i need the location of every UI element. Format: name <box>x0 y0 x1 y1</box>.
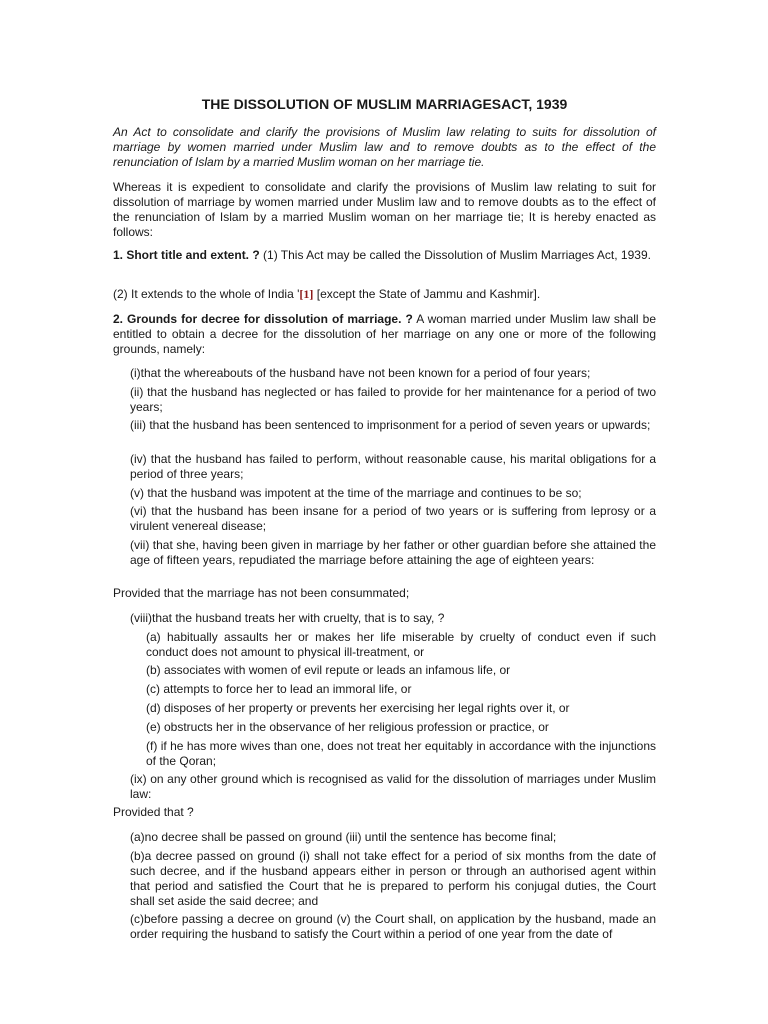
sub-2-text-end: [except the State of Jammu and Kashmir]. <box>313 287 541 301</box>
section-2 <box>113 312 656 357</box>
cruelty-f: (f) if he has more wives than one, does not treat her equitably in accordance with the injunctions of the Qoran; <box>146 739 656 768</box>
ground-i: (i)that the whereabouts of the husband have not been known for a period of four years; <box>130 366 591 380</box>
ground-viii: (viii)that the husband treats her with cruelty, that is to say, ? <box>130 611 445 625</box>
section-2-text: A woman married under Muslim law shall be entitled to obtain a decree for the dissolution of her marriage on any one or more of the following grounds, namely: <box>113 312 657 356</box>
proviso-c: (c)before passing a decree on ground (v) the Court shall, on application by the husband, made an order requiring the husband to satisfy the Court within a period of one year from the date of <box>130 912 656 941</box>
sub-2-text: (2) It extends to the whole of India ' <box>113 287 300 301</box>
section-1-heading: 1. Short title and extent. ? <box>113 248 260 262</box>
proviso-a: (a)no decree shall be passed on ground (iii) until the sentence has become final; <box>130 830 557 844</box>
ground-iv: (iv) that the husband has failed to perform, without reasonable cause, his marital obligations for a period of three years; <box>130 452 656 481</box>
ground-vii: (vii) that she, having been given in marriage by her father or other guardian before she attained the age of fifteen years, repudiated the marriage before attaining the age of eighteen years: <box>130 538 656 567</box>
proviso-b: (b)a decree passed on ground (i) shall not take effect for a period of six months from the date of such decree, and if the husband appears either in person or through an authorised agent within that period and satisfied the Court that he is prepared to perform his conjugal duties, the Court shall set aside the said decree; and <box>130 849 656 908</box>
cruelty-b: (b) associates with women of evil repute or leads an infamous life, or <box>146 663 511 677</box>
long-title: An Act to consolidate and clarify the provisions of Muslim law relating to suits for dissolution of marriage by women married under Muslim law and to remove doubts as to the effect of the renunciation of Islam by a married Muslim woman on her marriage tie. <box>113 125 656 169</box>
ground-iii: (iii) that the husband has been sentenced to imprisonment for a period of seven years or upwards; <box>130 418 651 432</box>
act-title: THE DISSOLUTION OF MUSLIM MARRIAGESACT, 1939 <box>201 96 568 112</box>
section-1 <box>113 248 656 263</box>
ground-vi: (vi) that the husband has been insane for a period of two years or is suffering from leprosy or a virulent venereal disease; <box>130 504 656 533</box>
ground-ii: (ii) that the husband has neglected or has failed to provide for her maintenance for a period of two years; <box>130 385 656 414</box>
ground-v: (v) that the husband was impotent at the time of the marriage and continues to be so; <box>130 486 582 500</box>
section-2-heading: 2. Grounds for decree for dissolution of marriage. ? <box>113 312 413 326</box>
section-1-sub-2 <box>113 287 656 302</box>
cruelty-d: (d) disposes of her property or prevents her exercising her legal rights over it, or <box>146 701 570 715</box>
proviso-2: Provided that ? <box>113 805 194 819</box>
cruelty-c: (c) attempts to force her to lead an immoral life, or <box>146 682 412 696</box>
cruelty-a: (a) habitually assaults her or makes her life miserable by cruelty of conduct even if such conduct does not amount to physical ill-treatment, or <box>146 630 656 659</box>
preamble: Whereas it is expedient to consolidate and clarify the provisions of Muslim law relating to suit for dissolution of marriage by women married under Muslim law and to remove doubts as to the effect of the renunciation of Islam by a married Muslim woman on her marriage tie; It is hereby enacted as follows: <box>113 180 656 239</box>
footnote-ref-1[interactable]: [1] <box>299 287 314 301</box>
ground-ix: (ix) on any other ground which is recognised as valid for the dissolution of marriages under Muslim law: <box>130 772 656 801</box>
cruelty-e: (e) obstructs her in the observance of her religious profession or practice, or <box>146 720 549 734</box>
proviso-1: Provided that the marriage has not been consummated; <box>113 586 410 600</box>
section-1-text: (1) This Act may be called the Dissolution of Muslim Marriages Act, 1939. <box>259 248 651 262</box>
